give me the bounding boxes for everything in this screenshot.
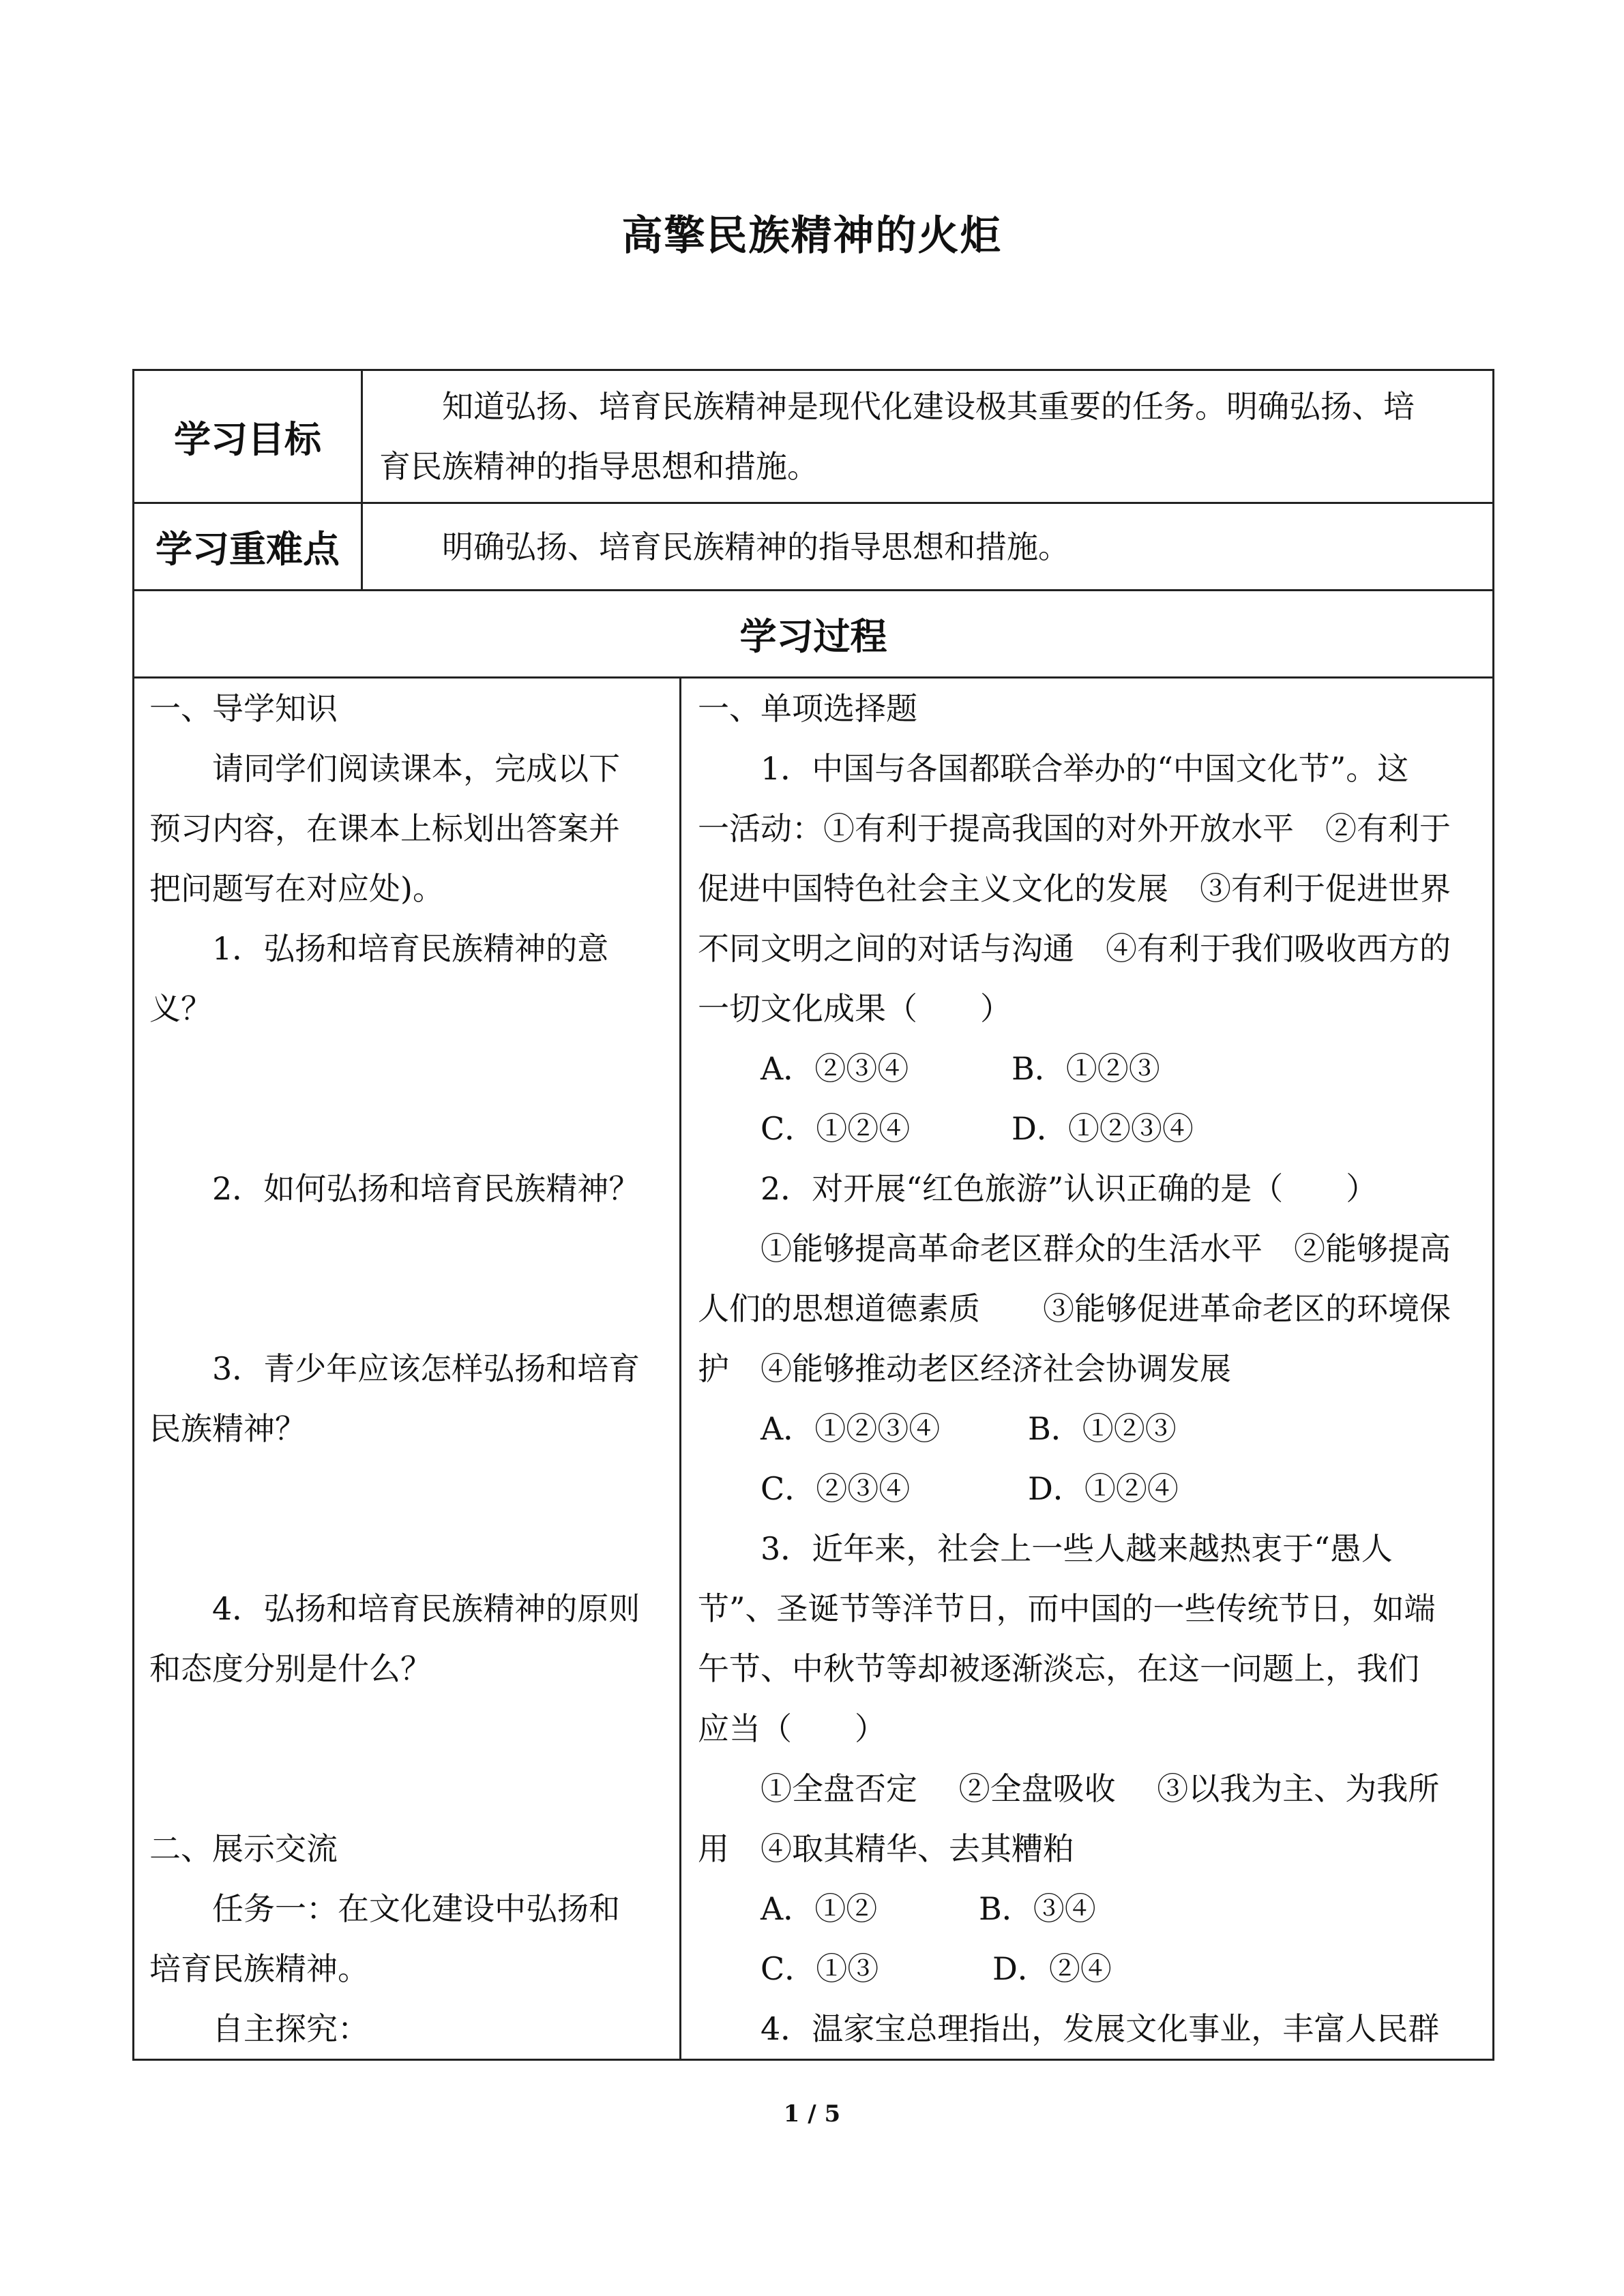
q2-stem-1: 2．对开展“红色旅游”认识正确的是（ ）	[761, 1170, 1378, 1207]
q3-options-ab	[698, 1879, 1477, 1939]
q1-option-c: C．①②④	[761, 1110, 911, 1147]
q4-stem-1: 4．温家宝总理指出，发展文化事业，丰富人民群	[761, 2010, 1440, 2047]
q2-option-a: A．①②③④	[761, 1410, 941, 1447]
q1-line-1: 1．弘扬和培育民族精神的意	[212, 930, 609, 967]
q3-stem-2: 节”、圣诞节等洋节日，而中国的一些传统节日，如端	[698, 1590, 1436, 1627]
q2-options-ab	[698, 1399, 1477, 1459]
key-points-text: 明确弘扬、培育民族精神的指导思想和措施。	[362, 503, 1494, 591]
intro-line-3: 把问题写在对应处)。	[149, 870, 444, 907]
goal-line-2: 育民族精神的指导思想和措施。	[379, 448, 818, 485]
q1-options-cd	[698, 1099, 1477, 1159]
key-points-label: 学习重难点	[134, 503, 362, 591]
page-title: 高擎民族精神的火炬	[621, 212, 1003, 260]
choice-section-heading: 一、单项选择题	[698, 690, 917, 727]
q1-stem-3: 促进中国特色社会主义文化的发展 ③有利于促进世界	[698, 870, 1451, 907]
self-explore-label: 自主探究：	[212, 2010, 369, 2047]
q3-option-a: A．①②	[761, 1890, 878, 1927]
left-column	[134, 678, 681, 2060]
q2-line-1: 2．如何弘扬和培育民族精神？	[212, 1170, 640, 1207]
right-column	[681, 678, 1494, 2060]
section2-heading: 二、展示交流	[149, 1830, 338, 1867]
key-points-row	[134, 503, 1494, 591]
q1-options-ab	[698, 1039, 1477, 1099]
q3-stem-1: 3．近年来，社会上一些人越来越热衷于“愚人	[761, 1530, 1393, 1567]
q2-options-cd	[698, 1459, 1477, 1519]
q2-stem-3: 人们的思想道德素质 ③能够促进革命老区的环境保	[698, 1290, 1451, 1327]
section1-heading: 一、导学知识	[149, 690, 338, 727]
page-number: 1 / 5	[783, 2100, 841, 2128]
q1-option-a: A．②③④	[761, 1050, 909, 1087]
task1-line-2: 培育民族精神。	[149, 1950, 369, 1987]
q2-stem-2: ①能够提高革命老区群众的生活水平 ②能够提高	[761, 1230, 1451, 1267]
intro-line-1: 请同学们阅读课本，完成以下	[212, 750, 620, 787]
q2-option-b: B．①②③	[1028, 1410, 1177, 1447]
answer-space-3	[149, 1459, 663, 1579]
answer-space-4	[149, 1699, 663, 1819]
task1-line-1: 任务一：在文化建设中弘扬和	[212, 1890, 620, 1927]
q1-stem-4: 不同文明之间的对话与沟通 ④有利于我们吸收西方的	[698, 930, 1451, 967]
q1-line-2: 义？	[149, 990, 212, 1027]
q4-line-1: 4．弘扬和培育民族精神的原则	[212, 1590, 640, 1627]
process-heading: 学习过程	[134, 591, 1494, 678]
q3-stem-3: 午节、中秋节等却被逐渐淡忘，在这一问题上，我们	[698, 1650, 1419, 1687]
process-row	[134, 591, 1494, 678]
answer-space-2	[149, 1219, 663, 1339]
intro-line-2: 预习内容，在课本上标划出答案并	[149, 810, 620, 847]
goal-text	[362, 370, 1494, 503]
goal-row	[134, 370, 1494, 503]
content-row	[134, 678, 1494, 2060]
answer-space-1	[149, 1039, 663, 1159]
q3-options-cd	[698, 1939, 1477, 1999]
q1-stem-1: 1．中国与各国都联合举办的“中国文化节”。这	[761, 750, 1409, 787]
q3-line-1: 3．青少年应该怎样弘扬和培育	[212, 1350, 640, 1387]
q2-stem-4: 护 ④能够推动老区经济社会协调发展	[698, 1350, 1231, 1387]
study-plan-table	[132, 369, 1494, 2061]
q1-stem-2: 一活动：①有利于提高我国的对外开放水平 ②有利于	[698, 810, 1451, 847]
q3-stem-5: ①全盘否定 ②全盘吸收 ③以我为主、为我所	[761, 1770, 1440, 1807]
q3-option-c: C．①③	[761, 1950, 879, 1987]
q1-option-b: B．①②③	[1012, 1050, 1160, 1087]
q3-option-b: B．③④	[979, 1890, 1096, 1927]
q4-line-2: 和态度分别是什么？	[149, 1650, 432, 1687]
q1-stem-5: 一切文化成果（ ）	[698, 990, 1012, 1027]
q3-option-d: D．②④	[992, 1950, 1112, 1987]
goal-label: 学习目标	[134, 370, 362, 503]
q3-stem-6: 用 ④取其精华、去其糟粕	[698, 1830, 1074, 1867]
q2-option-c: C．②③④	[761, 1470, 911, 1507]
q2-option-d: D．①②④	[1028, 1470, 1179, 1507]
q1-option-d: D．①②③④	[1012, 1110, 1194, 1147]
q3-line-2: 民族精神？	[149, 1410, 306, 1447]
q3-stem-4: 应当（ ）	[698, 1710, 886, 1747]
goal-line-1: 知道弘扬、培育民族精神是现代化建设极其重要的任务。明确弘扬、培	[442, 388, 1415, 425]
